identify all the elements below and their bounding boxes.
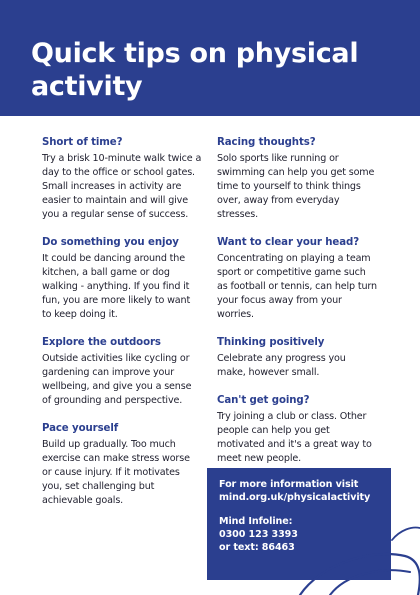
tip-heading: Can't get going?: [217, 395, 310, 406]
tip-heading: Want to clear your head?: [217, 237, 360, 248]
tip-heading: Explore the outdoors: [42, 337, 161, 348]
tip-thinking-positively: [217, 336, 377, 380]
page-title: Quick tips on physical activity: [31, 38, 359, 102]
title-banner: [0, 0, 420, 116]
more-info-label: For more information visit: [219, 479, 359, 490]
tip-body: Celebrate any progress you make, however small.: [217, 353, 346, 378]
infoline-text-number: or text: 86463: [219, 542, 295, 553]
tip-heading: Pace yourself: [42, 423, 119, 434]
tip-short-of-time: [42, 136, 202, 222]
tip-heading: Racing thoughts?: [217, 137, 316, 148]
right-column: [217, 136, 377, 480]
tip-explore-the-outdoors: [42, 336, 202, 408]
tip-pace-yourself: [42, 422, 202, 508]
tip-body: Try joining a club or class. Other people can help you get motivated and it's a great way to meet new people.: [217, 411, 372, 464]
tip-heading: Do something you enjoy: [42, 237, 179, 248]
tip-do-something-you-enjoy: [42, 236, 202, 322]
infoline-phone[interactable]: 0300 123 3393: [219, 529, 298, 540]
tip-cant-get-going: [217, 394, 377, 466]
tip-heading: Thinking positively: [217, 337, 325, 348]
tip-body: Solo sports like running or swimming can help you get some time to yourself to think things over, away from everyday stresses.: [217, 153, 375, 220]
tip-heading: Short of time?: [42, 137, 123, 148]
tip-body: Concentrating on playing a team sport or competitive game such as football or tennis, can help turn your focus away from your worries.: [217, 253, 377, 320]
tip-body: Try a brisk 10-minute walk twice a day to the office or school gates. Small increases in activity are easier to maintain and will give you a regular sense of success.: [42, 153, 202, 220]
left-column: [42, 136, 202, 522]
swirl-stroke: [392, 528, 420, 541]
tip-clear-your-head: [217, 236, 377, 322]
spacer: [219, 504, 379, 515]
tip-racing-thoughts: [217, 136, 377, 222]
tip-body: It could be dancing around the kitchen, a ball game or dog walking - anything. If you find it fun, you are more likely to want to keep doing it.: [42, 253, 191, 320]
tip-body: Build up gradually. Too much exercise can make stress worse or cause injury. If it motivates you, set challenging but achievable goals.: [42, 439, 190, 506]
info-url-link[interactable]: mind.org.uk/physicalactivity: [219, 492, 371, 503]
tip-body: Outside activities like cycling or gardening can improve your wellbeing, and give you a sense of grounding and perspective.: [42, 353, 192, 406]
info-box: [207, 468, 391, 580]
infoline-label: Mind Infoline:: [219, 516, 293, 527]
